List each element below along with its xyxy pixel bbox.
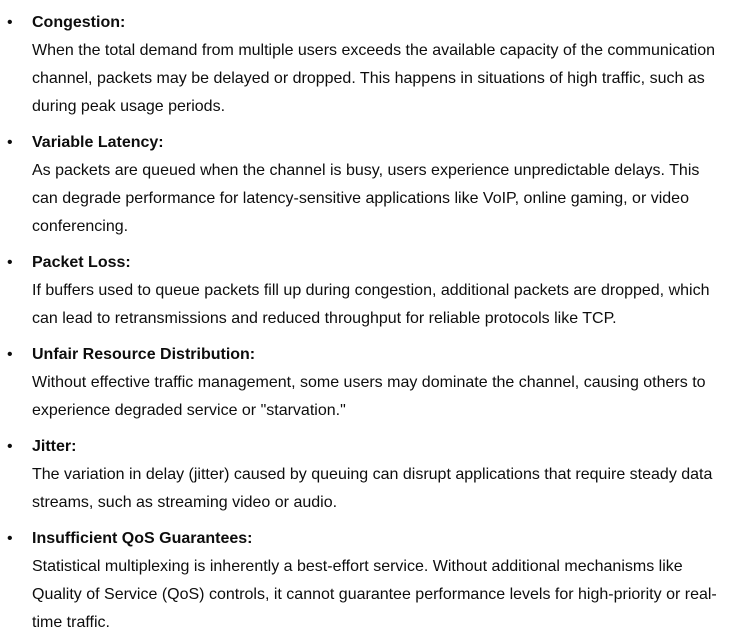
- bullet-icon: •: [7, 346, 13, 363]
- bullet-icon: •: [7, 14, 13, 31]
- list-item-qos-guarantees: [0, 525, 729, 637]
- item-term: Jitter:: [32, 438, 77, 455]
- item-term: Unfair Resource Distribution:: [32, 346, 256, 363]
- item-term: Variable Latency:: [32, 134, 164, 151]
- item-description: As packets are queued when the channel is busy, users experience unpredictable delays. This can degrade performance for latency-sensitive applications like VoIP, online gaming, or video conferencing.: [32, 162, 700, 235]
- bullet-icon: •: [7, 254, 13, 271]
- item-term: Congestion:: [32, 14, 126, 31]
- bullet-icon: •: [7, 530, 13, 547]
- item-description: Statistical multiplexing is inherently a best-effort service. Without additional mechanisms like Quality of Service (QoS) controls, it cannot guarantee performance levels for high-priority or real-time traffic.: [32, 558, 717, 631]
- item-description: Without effective traffic management, some users may dominate the channel, causing others to experience degraded service or "starvation.": [32, 374, 706, 419]
- item-description: When the total demand from multiple users exceeds the available capacity of the communication channel, packets may be delayed or dropped. This happens in situations of high traffic, such as during peak usage periods.: [32, 42, 716, 115]
- list-item-variable-latency: [0, 129, 729, 241]
- item-term: Packet Loss:: [32, 254, 131, 271]
- item-description: If buffers used to queue packets fill up during congestion, additional packets are dropped, which can lead to retransmissions and reduced throughput for reliable protocols like TCP.: [32, 282, 710, 327]
- bullet-icon: •: [7, 438, 13, 455]
- item-term: Insufficient QoS Guarantees:: [32, 530, 253, 547]
- bullet-icon: •: [7, 134, 13, 151]
- list-item-unfair-distribution: [0, 341, 729, 425]
- item-description: The variation in delay (jitter) caused by queuing can disrupt applications that require steady data streams, such as streaming video or audio.: [32, 466, 713, 511]
- list-item-congestion: [0, 9, 729, 121]
- list-item-jitter: [0, 433, 729, 517]
- list-item-packet-loss: [0, 249, 729, 333]
